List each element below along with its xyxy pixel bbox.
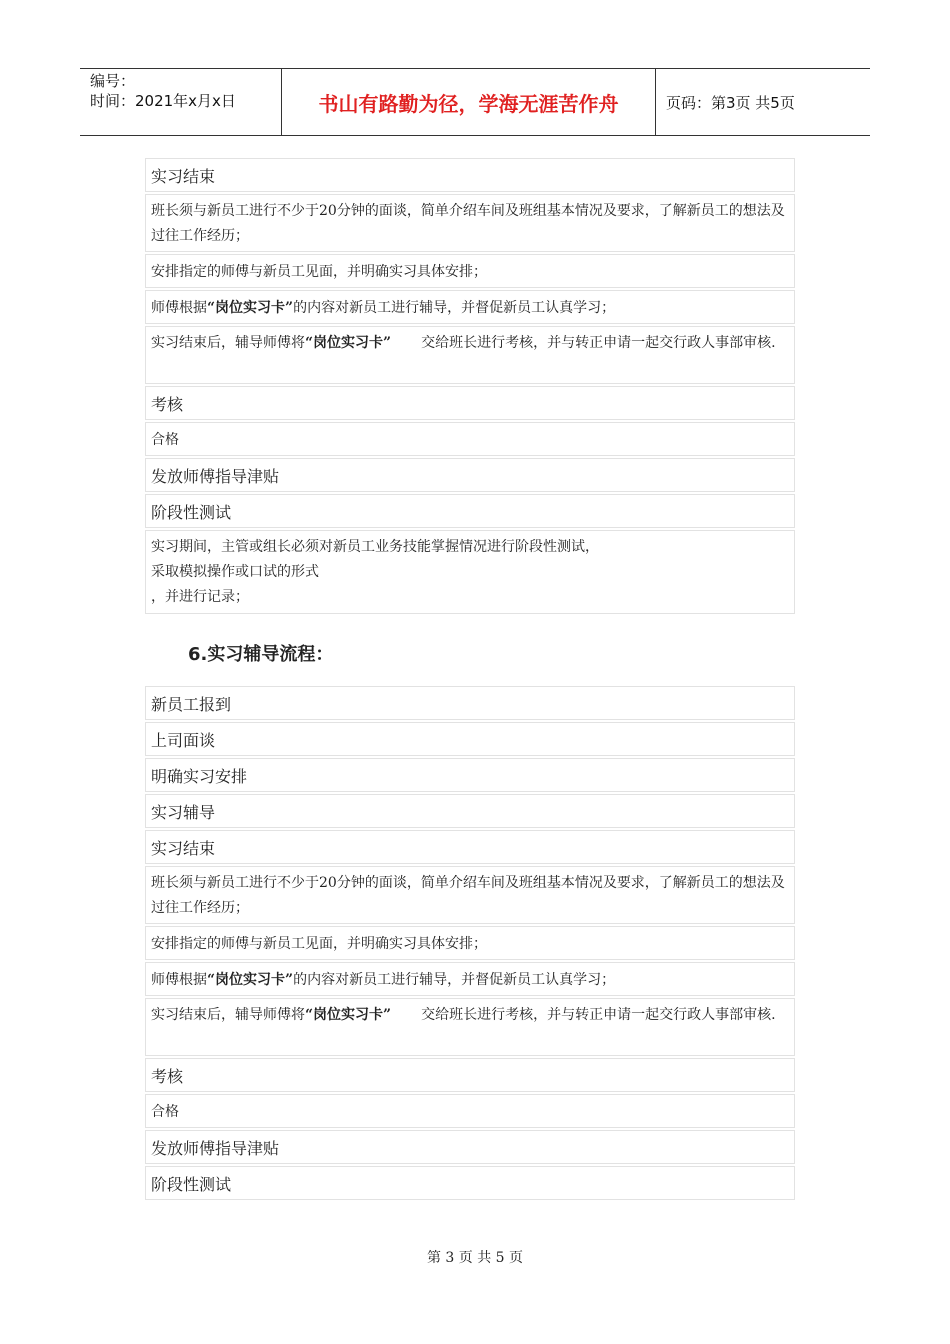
list-item [145, 290, 795, 324]
flow-list-2 [145, 686, 795, 1202]
header-motto: 书山有路勤为径，学海无涯苦作舟 [281, 69, 656, 135]
text: 交给班长进行考核，并与转正申请一起交行政人事部审核. [421, 1007, 776, 1023]
text: 师傅根据 [151, 972, 207, 988]
list-item: 新员工报到 [145, 686, 795, 720]
flow-list-1 [145, 158, 795, 616]
header-page-number: 页码：第3页 共5页 [666, 93, 795, 112]
card-name: “岗位实习卡” [305, 335, 392, 351]
text: 实习结束后，辅导师傅将 [151, 1007, 305, 1023]
list-item: 合格 [145, 422, 795, 456]
list-item [145, 962, 795, 996]
section-title: 6.实习辅导流程： [188, 644, 334, 665]
page-footer: 第 3 页 共 5 页 [426, 1250, 524, 1266]
list-item: 实习结束 [145, 158, 795, 192]
text: 交给班长进行考核，并与转正申请一起交行政人事部审核. [421, 335, 776, 351]
text-line: 实习期间，主管或组长必须对新员工业务技能掌握情况进行阶段性测试， [151, 539, 599, 555]
card-name: “岗位实习卡” [207, 972, 294, 988]
text: 的内容对新员工进行辅导，并督促新员工认真学习； [293, 300, 616, 316]
text: 的内容对新员工进行辅导，并督促新员工认真学习； [293, 972, 616, 988]
list-item: 班长须与新员工进行不少于20分钟的面谈，简单介绍车间及班组基本情况及要求，了解新员工的想法及过往工作经历； [145, 194, 795, 252]
text-line: 采取模拟操作或口试的形式 [151, 564, 319, 580]
list-item: 上司面谈 [145, 722, 795, 756]
page-header [80, 68, 870, 136]
list-item: 阶段性测试 [145, 1166, 795, 1200]
list-item: 实习结束 [145, 830, 795, 864]
list-item: 合格 [145, 1094, 795, 1128]
list-item: 实习辅导 [145, 794, 795, 828]
list-item: 阶段性测试 [145, 494, 795, 528]
document-number: 编号： [90, 72, 136, 90]
text: 师傅根据 [151, 300, 207, 316]
list-item [145, 998, 795, 1056]
list-item: 安排指定的师傅与新员工见面，并明确实习具体安排； [145, 254, 795, 288]
list-item: 考核 [145, 1058, 795, 1092]
list-item: 考核 [145, 386, 795, 420]
text-line: ，并进行记录； [151, 589, 249, 605]
list-item: 安排指定的师傅与新员工见面，并明确实习具体安排； [145, 926, 795, 960]
list-item: 发放师傅指导津贴 [145, 458, 795, 492]
header-meta [80, 69, 281, 135]
card-name: “岗位实习卡” [305, 1007, 392, 1023]
card-name: “岗位实习卡” [207, 300, 294, 316]
list-item [145, 326, 795, 384]
document-date: 时间：2021年x月x日 [90, 92, 236, 110]
list-item: 明确实习安排 [145, 758, 795, 792]
text: 实习结束后，辅导师傅将 [151, 335, 305, 351]
list-item [145, 530, 795, 614]
list-item: 发放师傅指导津贴 [145, 1130, 795, 1164]
list-item: 班长须与新员工进行不少于20分钟的面谈，简单介绍车间及班组基本情况及要求，了解新员工的想法及过往工作经历； [145, 866, 795, 924]
